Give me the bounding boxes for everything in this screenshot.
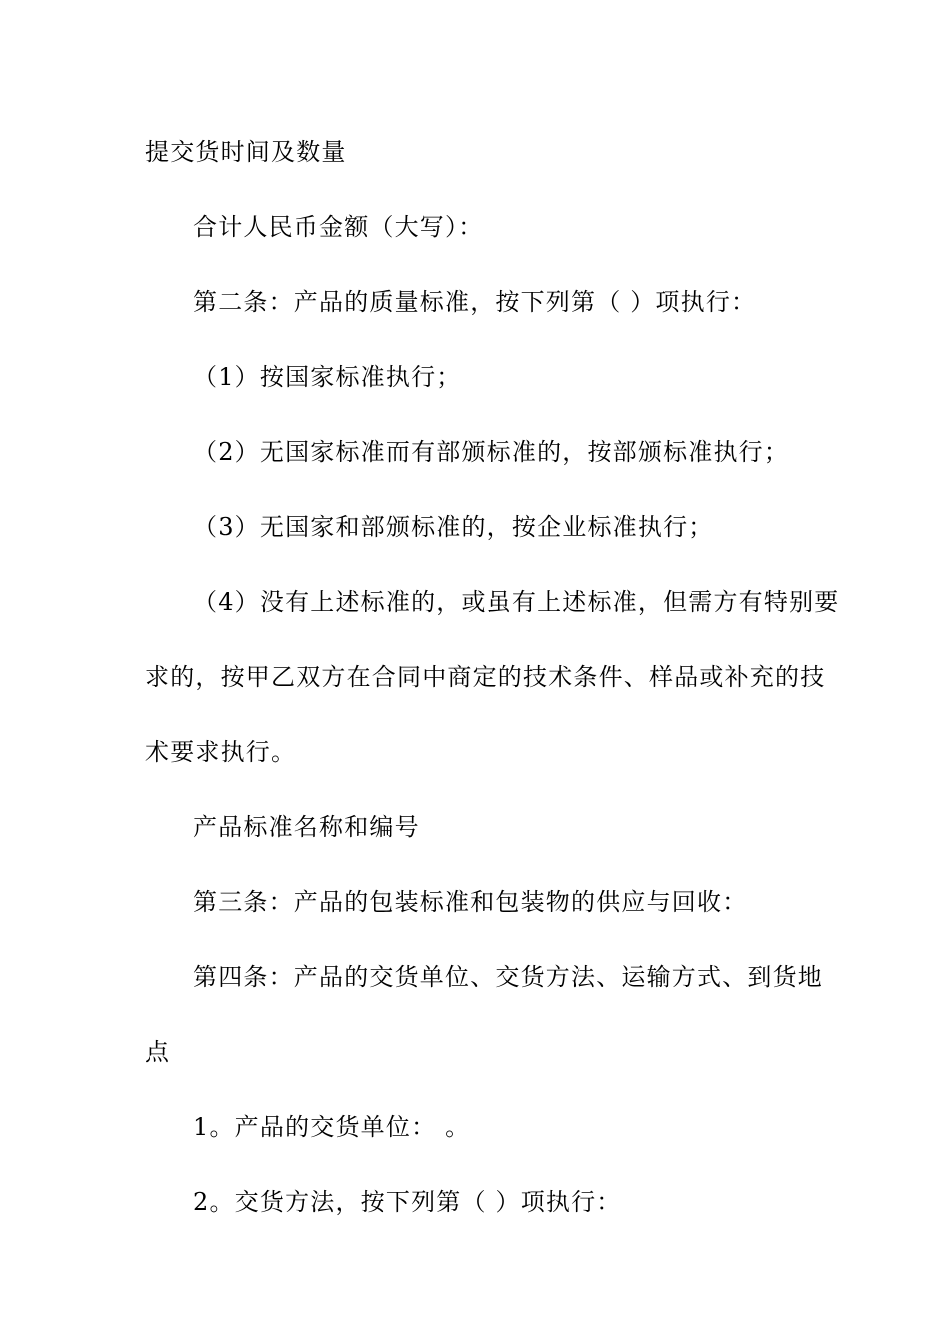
article-4-item-1: 1。产品的交货单位： 。: [193, 1113, 471, 1141]
article-2-item-4-line-1: （4）没有上述标准的，或虽有上述标准，但需方有特别要: [193, 588, 840, 616]
article-2-item-2: （2）无国家标准而有部颁标准的，按部颁标准执行；: [193, 438, 790, 466]
article-4-heading-line-2: 点: [145, 1038, 171, 1066]
article-4-heading-line-1: 第四条：产品的交货单位、交货方法、运输方式、到货地: [193, 963, 823, 991]
section-heading-delivery-time: 提交货时间及数量: [145, 138, 347, 166]
article-2-item-4-line-2: 求的，按甲乙双方在合同中商定的技术条件、样品或补充的技: [145, 663, 826, 691]
article-2-item-4-line-3: 术要求执行。: [145, 738, 297, 766]
article-2-item-3: （3）无国家和部颁标准的，按企业标准执行；: [193, 513, 714, 541]
total-amount-line: 合计人民币金额（大写）：: [193, 213, 484, 241]
article-3-heading: 第三条：产品的包装标准和包装物的供应与回收：: [193, 888, 748, 916]
article-2-item-1: （1）按国家标准执行；: [193, 363, 462, 391]
article-2-heading: 第二条：产品的质量标准，按下列第（ ）项执行：: [193, 288, 757, 316]
article-4-item-2: 2。交货方法，按下列第（ ）项执行：: [193, 1188, 622, 1216]
product-standard-name-line: 产品标准名称和编号: [193, 813, 420, 841]
